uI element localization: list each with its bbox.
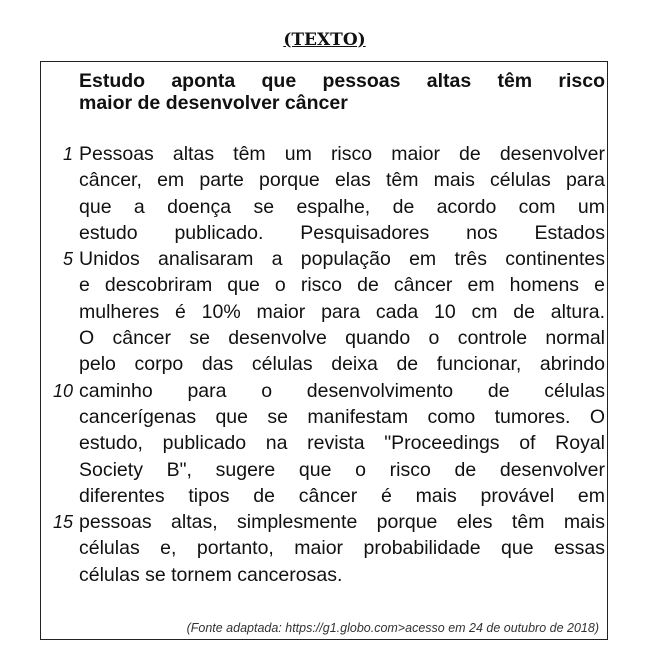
text-line [79,299,605,325]
line-text: células se tornem cancerosas. [79,563,343,586]
text-line [79,351,605,377]
line-text: mulheres é 10% maior para cada 10 cm de altura. [79,300,605,323]
text-line [79,167,605,193]
line-text: estudo, publicado na revista "Proceedings of Royal [79,432,605,455]
text-box [40,61,608,640]
line-text: e descobriram que o risco de câncer em homens e [79,274,605,297]
line-text: Pessoas altas têm um risco maior de desenvolver [79,143,605,165]
text-line [79,535,605,561]
line-text: câncer, em parte porque elas têm mais células para [79,169,605,192]
section-heading: (TEXTO) [283,30,366,50]
line-number: 5 [62,249,73,270]
title-line: Estudo aponta que pessoas altas têm risco [79,70,605,92]
article-body [52,141,605,588]
text-line [52,509,605,535]
line-text: Society B", sugere que o risco de desenvolver [79,458,605,481]
text-line [79,325,605,351]
text-line [79,562,605,588]
text-line [62,141,605,167]
line-text: caminho para o desenvolvimento de células [79,379,605,402]
line-text: diferentes tipos de câncer é mais provável em [79,484,605,507]
line-text: O câncer se desenvolve quando o controle normal [79,327,605,350]
text-line [79,220,605,246]
text-line [79,404,605,430]
article-title [79,70,605,114]
text-line [79,457,605,483]
line-number: 10 [52,380,73,401]
text-line [52,378,605,404]
line-text: que a doença se espalhe, de acordo com um [79,195,605,218]
line-number: 15 [52,512,73,533]
line-text: pessoas altas, simplesmente porque eles têm mais [79,511,605,534]
line-text: pelo corpo das células deixa de funcionar, abrindo [79,353,605,376]
text-line [79,272,605,298]
line-number: 1 [62,144,73,164]
text-line [79,483,605,509]
text-line [79,430,605,456]
line-text: Unidos analisaram a população em três continentes [79,248,605,271]
text-line [79,194,605,220]
title-line: maior de desenvolver câncer [79,92,348,114]
source-citation: (Fonte adaptada: https://g1.globo.com>acesso em 24 de outubro de 2018) [186,621,599,635]
line-text: células e, portanto, maior probabilidade que essas [79,537,605,560]
line-text: estudo publicado. Pesquisadores nos Estados [79,221,605,244]
text-line [62,246,605,272]
line-text: cancerígenas que se manifestam como tumores. O [79,405,605,428]
